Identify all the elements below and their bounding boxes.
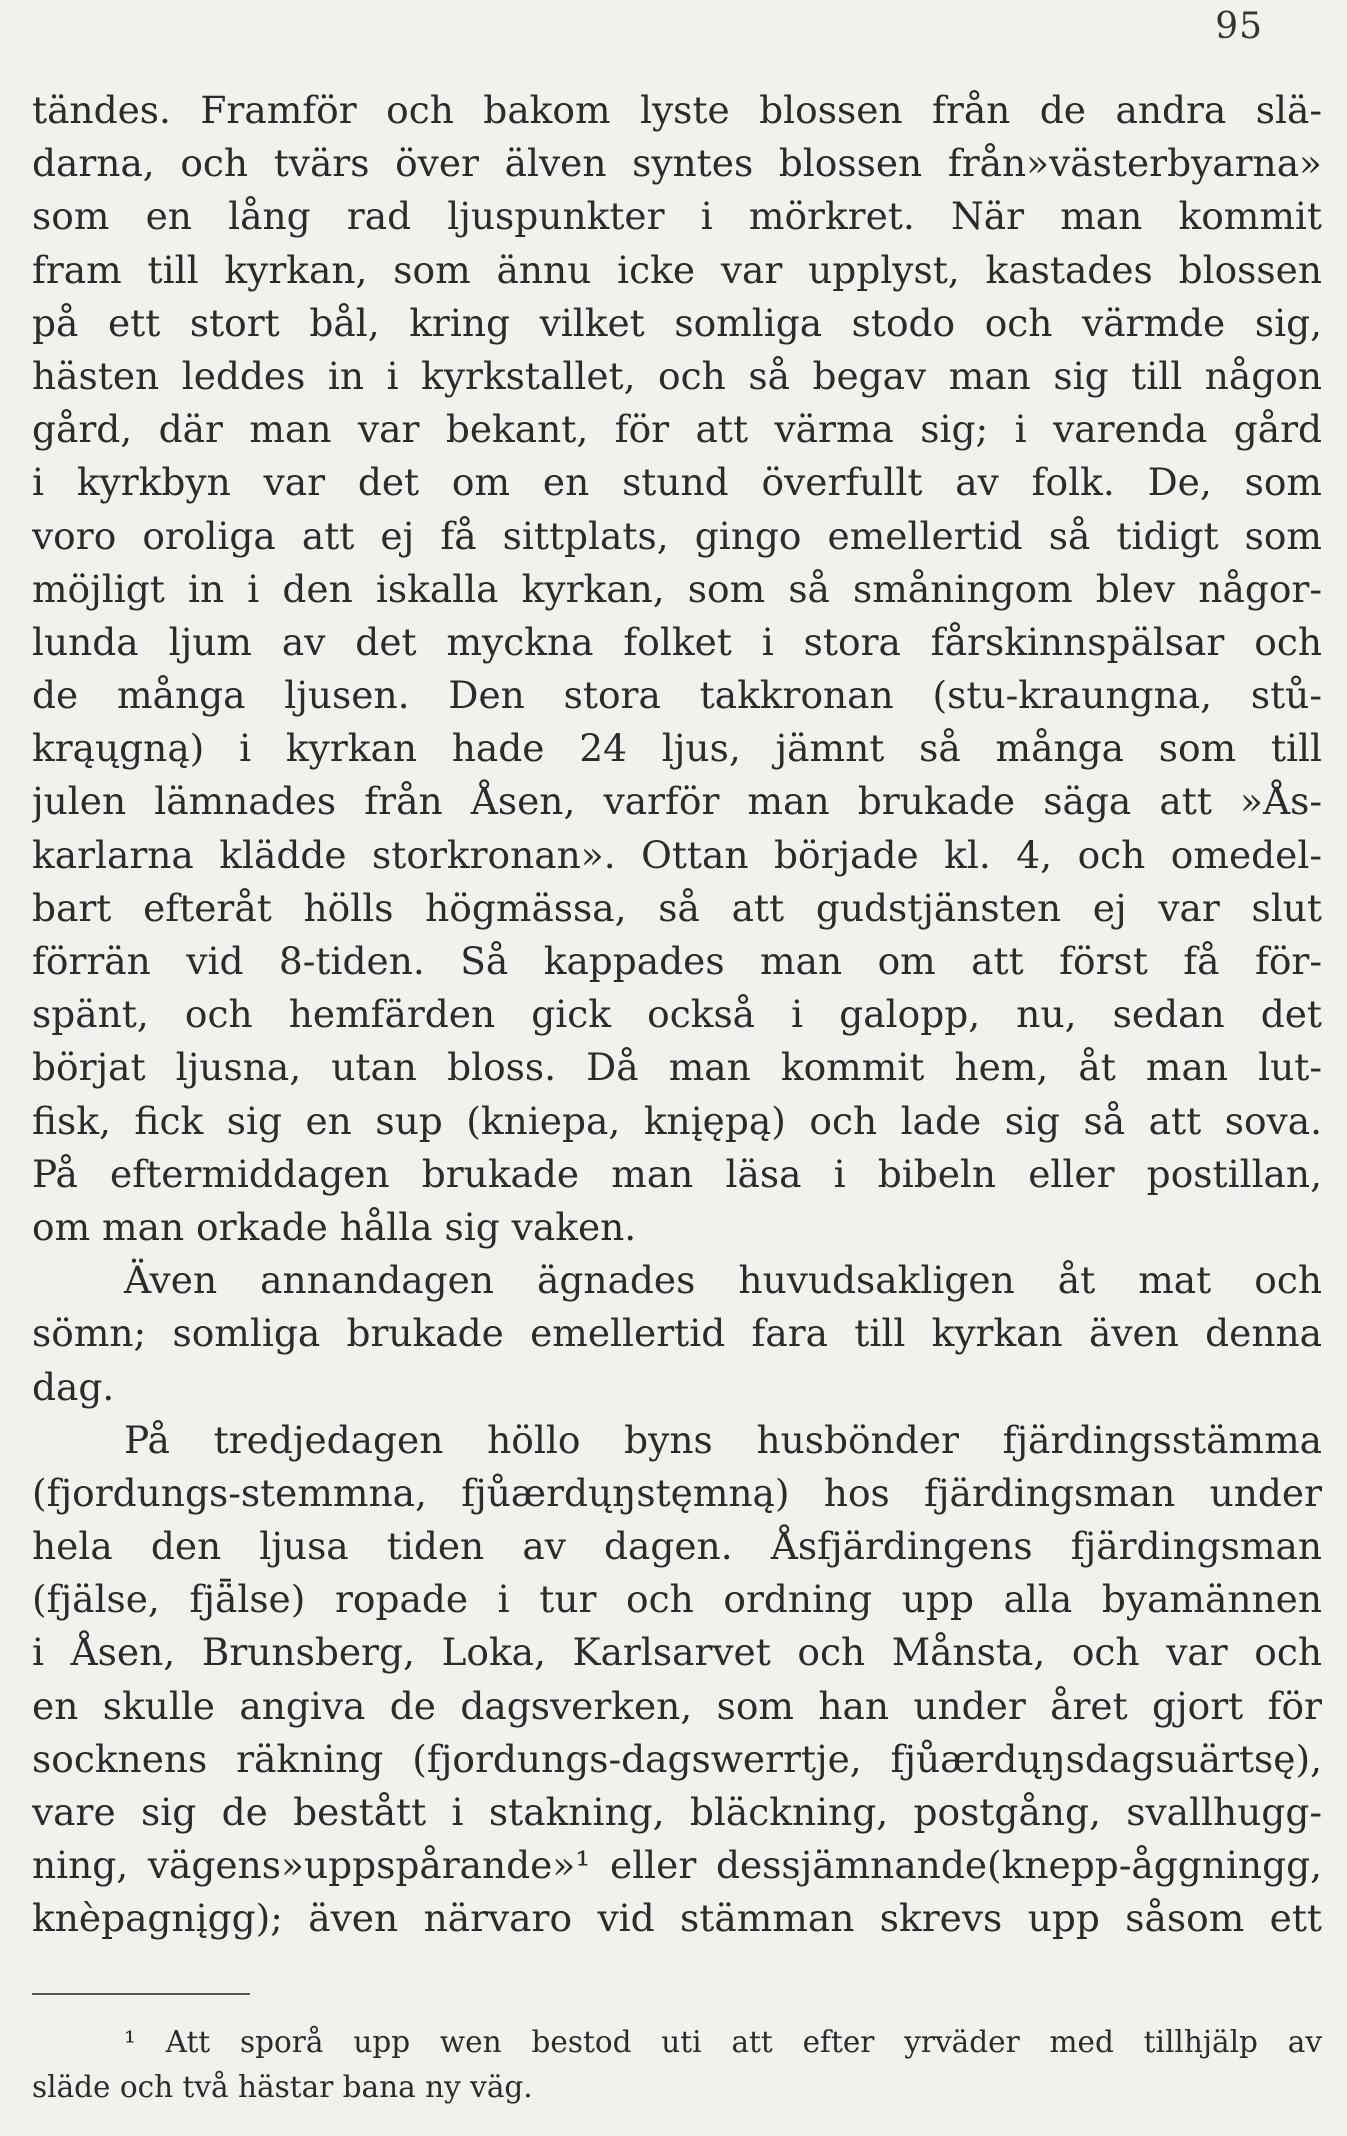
text-line: fram till kyrkan, som ännu icke var upplyst, kastades blossen <box>32 247 1322 292</box>
text-line: gård, där man var bekant, för att värma sig; i varenda gård <box>32 407 1322 452</box>
text-line: krąųgną) i kyrkan hade 24 ljus, jämnt så många som till <box>32 726 1322 771</box>
text-line: sömn; somliga brukade emellertid fara till kyrkan även denna <box>32 1311 1322 1356</box>
text-line: På eftermiddagen brukade man läsa i bibeln eller postillan, <box>32 1151 1322 1196</box>
text-line: (fjälse, fjǟlse) ropade i tur och ordning upp alla byamännen <box>32 1577 1322 1622</box>
text-line: en skulle angiva de dagsverken, som han under året gjort för <box>32 1683 1322 1728</box>
text-line: darna, och tvärs över älven syntes blossen från»västerbyarna» <box>32 141 1322 186</box>
text-line: i Åsen, Brunsberg, Loka, Karlsarvet och Månsta, och var och <box>32 1630 1322 1675</box>
text-line: ning, vägens»uppspårande»¹ eller dessjämnande(knepp-åggningg, <box>32 1843 1322 1888</box>
text-line: tändes. Framför och bakom lyste blossen från de andra slä- <box>32 88 1322 132</box>
text-line: julen lämnades från Åsen, varför man brukade säga att »Ås- <box>32 779 1322 824</box>
text-line: lunda ljum av det myckna folket i stora fårskinnspälsar och <box>32 619 1322 664</box>
footnote-line: ¹ Att sporå upp wen bestod uti att efter yrväder med tillhjälp av <box>124 2025 1322 2059</box>
text-line: som en lång rad ljuspunkter i mörkret. När man kommit <box>32 194 1322 239</box>
body-text <box>32 84 1322 1946</box>
page-number: 95 <box>1215 6 1263 47</box>
text-line: börjat ljusna, utan bloss. Då man kommit hem, åt man lut- <box>32 1045 1322 1090</box>
text-line: spänt, och hemfärden gick också i galopp, nu, sedan det <box>32 992 1322 1037</box>
text-line: Även annandagen ägnades huvudsakligen åt mat och <box>124 1258 1322 1303</box>
text-line: vare sig de bestått i stakning, bläckning, postgång, svallhugg- <box>32 1790 1322 1834</box>
text-line: voro oroliga att ej få sittplats, gingo emellertid så tidigt som <box>32 513 1322 558</box>
text-line: på ett stort bål, kring vilket somliga stodo och värmde sig, <box>32 300 1322 345</box>
text-line: möjligt in i den iskalla kyrkan, som så småningom blev någor- <box>32 566 1322 611</box>
text-line: dag. <box>32 1364 115 1409</box>
text-line: karlarna klädde storkronan». Ottan började kl. 4, och omedel- <box>32 832 1322 877</box>
text-line: hela den ljusa tiden av dagen. Åsfjärdingens fjärdingsman <box>32 1524 1322 1569</box>
text-line: om man orkade hålla sig vaken. <box>32 1204 637 1249</box>
footnotes <box>32 2020 1322 2110</box>
text-line: knèpagnįgg); även närvaro vid stämman skrevs upp såsom ett <box>32 1896 1322 1941</box>
footnote-divider <box>32 1993 250 1995</box>
text-line: förrän vid 8-tiden. Så kappades man om att först få för- <box>32 939 1322 983</box>
text-line: bart efteråt hölls högmässa, så att gudstjänsten ej var slut <box>32 885 1322 930</box>
text-line: socknens räkning (fjordungs-dagswerrtje, fjůærdųŋsdagsuärtsę), <box>32 1736 1322 1781</box>
text-line: hästen leddes in i kyrkstallet, och så begav man sig till någon <box>32 353 1322 398</box>
text-line: i kyrkbyn var det om en stund överfullt av folk. De, som <box>32 460 1322 505</box>
text-line: (fjordungs-stemmna, fjůærdųŋstęmną) hos fjärdingsman under <box>32 1470 1322 1515</box>
text-line: fisk, fick sig en sup (kniepa, knįępą) och lade sig så att sova. <box>32 1098 1322 1143</box>
text-line: de många ljusen. Den stora takkronan (stu-kraungna, stů- <box>32 673 1322 718</box>
footnote-line: släde och två hästar bana ny väg. <box>32 2070 533 2104</box>
text-line: På tredjedagen höllo byns husbönder fjärdingsstämma <box>124 1417 1322 1462</box>
